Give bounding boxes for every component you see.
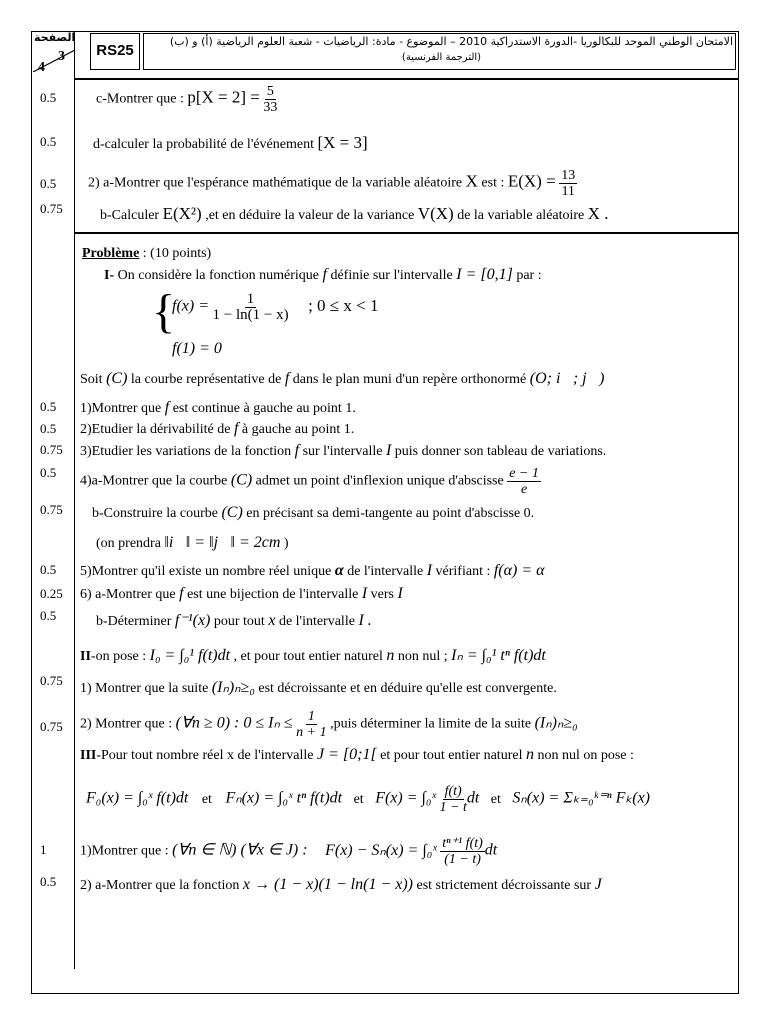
part-iii-intro: III-Pour tout nombre réel x de l'intervalle J = [0;1[ et pour tout entier naturel n non nul on pose :: [80, 746, 634, 763]
question-iii-2a: 2) a-Montrer que la fonction x → (1 − x)(1 − ln(1 − x)) est strictement décroissante sur J: [80, 876, 602, 893]
question-d: d-calculer la probabilité de l'événement [X = 3]: [93, 133, 368, 152]
system-brace: {: [152, 285, 176, 338]
page-total: 4: [38, 60, 45, 75]
question-2: 2)Etudier la dérivabilité de f à gauche au point 1.: [80, 420, 355, 437]
points-value: 0.5: [40, 134, 57, 149]
question-1: 1)Montrer que f est continue à gauche au point 1.: [80, 399, 356, 416]
section-separator: [74, 232, 739, 234]
question-4a: 4)a-Montrer que la courbe (C) admet un point d'inflexion unique d'abscisse $\frac{e - 1}{e}$: [80, 466, 539, 497]
problem-heading: Problème : (10 points): [82, 246, 212, 261]
question-ii-2: 2) Montrer que : (∀n ≥ 0) : 0 ≤ Iₙ ≤ $\frac{1}{n + 1}$ ,puis déterminer la limite de la suite (Iₙ)ₙ≥₀: [80, 709, 578, 740]
points-value: 0.25: [40, 586, 63, 601]
page-number: 3: [58, 49, 65, 64]
question-6b: b-Déterminer f⁻¹(x) pour tout x de l'intervalle I .: [96, 612, 372, 629]
points-value: 0.75: [40, 502, 63, 517]
question-2a: 2) a-Montrer que l'espérance mathématique de la variable aléatoire X est : E(X) = $\frac{13}{11}$: [88, 168, 576, 199]
question-2b: b-Calculer E(X²) ,et en déduire la valeur de la variance V(X) de la variable aléatoire X .: [100, 204, 609, 223]
points-value: 0.75: [40, 719, 63, 734]
points-value: 0.5: [40, 421, 57, 436]
points-column-divider: [74, 32, 75, 969]
exam-subtitle: (الترجمة الفرنسية): [401, 52, 482, 63]
points-value: 1: [40, 842, 47, 857]
question-4b: b-Construire la courbe (C) en précisant sa demi-tangente au point d'abscisse 0.: [92, 504, 535, 521]
question-5: 5)Montrer qu'il existe un nombre réel unique α de l'intervalle I vérifiant : f(α) = α: [80, 562, 545, 579]
part-ii-intro: II-on pose : I₀ = ∫₀¹ f(t)dt , et pour tout entier naturel n non nul ; Iₙ = ∫₀¹ tⁿ f(t)dt: [80, 647, 546, 664]
definitions-line: F₀(x) = ∫₀ˣ f(t)dt et Fₙ(x) = ∫₀ˣ tⁿ f(t)dt et F(x) = ∫₀ˣ $\frac{f(t)}{1 - t}$ dt et Sₙ(x) = Σₖ₌₀ᵏ⁼ⁿ Fₖ(x): [86, 784, 650, 815]
points-value: 0.75: [40, 201, 63, 216]
points-value: 0.5: [40, 399, 57, 414]
points-value: 0.5: [40, 874, 57, 889]
unit-note: (on prendra ‖i⃗‖ = ‖j⃗‖ = 2cm ): [96, 534, 289, 551]
exam-code: RS25: [90, 33, 140, 70]
problem-intro: I- On considère la fonction numérique f définie sur l'intervalle I = [0,1] par :: [104, 266, 542, 283]
points-value: 0.5: [40, 608, 57, 623]
question-ii-1: 1) Montrer que la suite (Iₙ)ₙ≥₀ est décroissante et en déduire qu'elle est convergente.: [80, 679, 557, 696]
curve-definition: Soit (C) la courbe représentative de f dans le plan muni d'un repère orthonormé (O; i⃗; j⃗): [80, 370, 605, 387]
points-value: 0.5: [40, 90, 57, 105]
system-line-1: f(x) = $\frac{1}{1 - \ln(1 - x)}$ ; 0 ≤ x < 1: [172, 291, 379, 323]
question-iii-1: 1)Montrer que : (∀n ∈ ℕ) (∀x ∈ J) : F(x) − Sₙ(x) = ∫₀ˣ $\frac{\text{tⁿ⁺¹ f(t)}}{(1 - t)}$ dt: [80, 836, 498, 867]
exam-title: الامتحان الوطني الموحد للبكالوريا -الدورة الاستدراكية 2010 – الموضوع - مادة: الرياضيات - شعبة العلوم الرياضية (أ) و (ب): [169, 35, 733, 48]
points-value: 0.5: [40, 465, 57, 480]
question-6a: 6) a-Montrer que f est une bijection de l'intervalle I vers I: [80, 585, 403, 602]
header-divider: [74, 78, 739, 80]
points-value: 0.5: [40, 176, 57, 191]
page-label: الصفحة: [34, 31, 76, 44]
system-line-2: f(1) = 0: [172, 340, 222, 357]
question-3: 3)Etudier les variations de la fonction f sur l'intervalle I puis donner son tableau de variations.: [80, 442, 607, 459]
points-value: 0.75: [40, 673, 63, 688]
points-value: 0.5: [40, 562, 57, 577]
question-c: c-Montrer que : p[X = 2] = $\frac{5}{33}$: [96, 84, 278, 115]
points-value: 0.75: [40, 442, 63, 457]
